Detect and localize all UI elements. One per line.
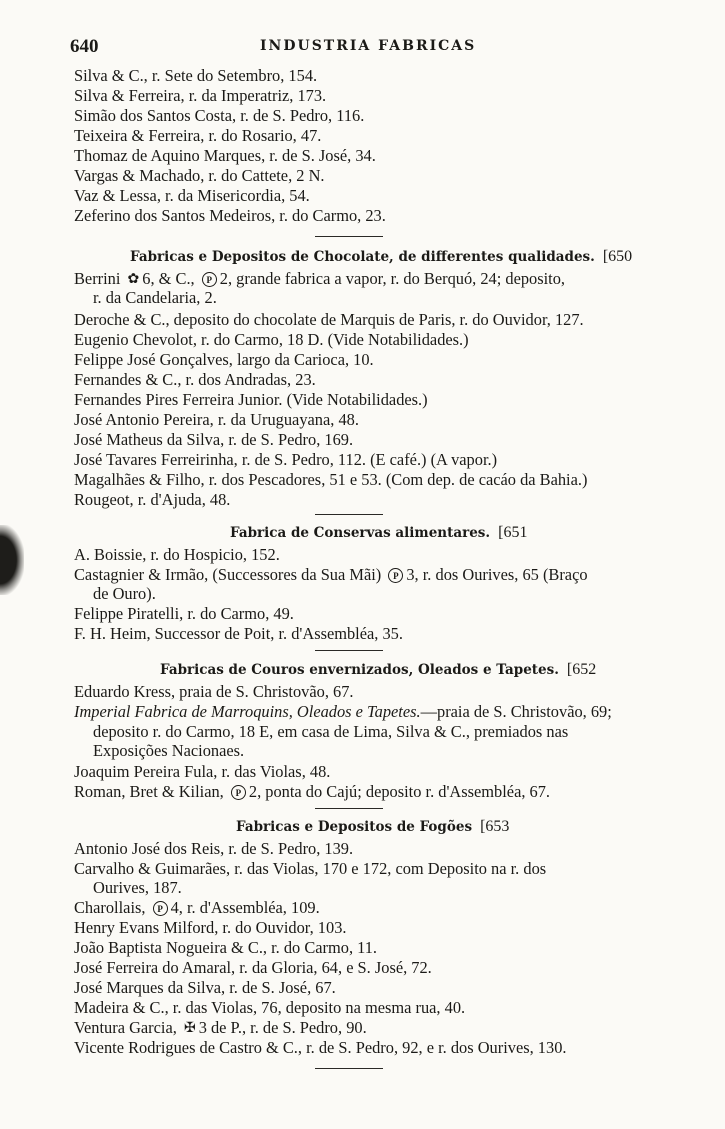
entry-name: Berrini bbox=[74, 269, 121, 288]
list-item: Teixeira & Ferreira, r. do Rosario, 47. bbox=[74, 126, 322, 145]
entry-text: 6, & C., bbox=[142, 269, 195, 288]
list-item: Felippe José Gonçalves, largo da Carioca, 10. bbox=[74, 350, 374, 369]
list-item: Magalhães & Filho, r. dos Pescadores, 51 e 53. (Com dep. de cacáo da Bahia.) bbox=[74, 470, 588, 489]
list-item: Madeira & C., r. das Violas, 76, deposito na mesma rua, 40. bbox=[74, 998, 466, 1017]
list-item-continuation: Exposições Nacionaes. bbox=[93, 741, 245, 760]
entry-text: 3, r. dos Ourives, 65 (Braço bbox=[406, 565, 588, 584]
list-item: F. H. Heim, Successor de Poit, r. d'Assembléa, 35. bbox=[74, 624, 403, 643]
list-item: Silva & Ferreira, r. da Imperatriz, 173. bbox=[74, 86, 327, 105]
list-item: Zeferino dos Santos Medeiros, r. do Carmo, 23. bbox=[74, 206, 386, 225]
entry-name: Charollais, bbox=[74, 898, 146, 917]
list-item: Deroche & C., deposito do chocolate de Marquis de Paris, r. do Ouvidor, 127. bbox=[74, 310, 584, 329]
section-heading: Fabrica de Conservas alimentares. bbox=[230, 525, 491, 541]
list-item: Eduardo Kress, praia de S. Christovão, 67. bbox=[74, 682, 354, 701]
list-item bbox=[74, 1018, 694, 1037]
page-header bbox=[70, 36, 700, 62]
list-item: Rougeot, r. d'Ajuda, 48. bbox=[74, 490, 231, 509]
page-number: 640 bbox=[70, 36, 99, 57]
list-item: Fernandes & C., r. dos Andradas, 23. bbox=[74, 370, 316, 389]
circled-p-icon: P bbox=[231, 785, 246, 800]
list-item: José Antonio Pereira, r. da Uruguayana, 48. bbox=[74, 410, 359, 429]
section-title-650 bbox=[130, 248, 690, 266]
list-item: Eugenio Chevolot, r. do Carmo, 18 D. (Vide Notabilidades.) bbox=[74, 330, 469, 349]
list-item: Simão dos Santos Costa, r. de S. Pedro, 116. bbox=[74, 106, 365, 125]
section-divider bbox=[315, 514, 383, 515]
section-title-652 bbox=[160, 661, 720, 679]
list-item: Thomaz de Aquino Marques, r. de S. José, 34. bbox=[74, 146, 376, 165]
section-number: [652 bbox=[566, 661, 597, 678]
list-item: José Tavares Ferreirinha, r. de S. Pedro, 112. (E café.) (A vapor.) bbox=[74, 450, 498, 469]
list-item: José Matheus da Silva, r. de S. Pedro, 169. bbox=[74, 430, 354, 449]
medal-icon: ✿ bbox=[127, 272, 140, 287]
entry-text: 2, grande fabrica a vapor, r. do Berquó, 24; deposito, bbox=[219, 269, 566, 288]
list-item bbox=[74, 782, 694, 801]
section-title-651 bbox=[230, 524, 725, 542]
cross-icon: ✠ bbox=[183, 1021, 196, 1036]
section-divider bbox=[315, 808, 383, 809]
section-heading: Fabricas e Depositos de Chocolate, de differentes qualidades. bbox=[130, 249, 595, 265]
running-title: INDUSTRIA FABRICAS bbox=[260, 38, 477, 54]
list-item: Fernandes Pires Ferreira Junior. (Vide Notabilidades.) bbox=[74, 390, 428, 409]
list-item: Silva & C., r. Sete do Setembro, 154. bbox=[74, 66, 318, 85]
list-item-continuation: de Ouro). bbox=[93, 584, 156, 603]
entry-italic-name: Imperial Fabrica de Marroquins, Oleados e Tapetes. bbox=[74, 702, 421, 721]
list-item: Antonio José dos Reis, r. de S. Pedro, 139. bbox=[74, 839, 354, 858]
list-item: João Baptista Nogueira & C., r. do Carmo, 11. bbox=[74, 938, 378, 957]
list-item-continuation: deposito r. do Carmo, 18 E, em casa de Lima, Silva & C., premiados nas bbox=[93, 722, 569, 741]
entry-text: Castagnier & Irmão, (Successores da Sua Mãi) bbox=[74, 565, 382, 584]
list-item: Henry Evans Milford, r. do Ouvidor, 103. bbox=[74, 918, 347, 937]
entry-text: 4, r. d'Assembléa, 109. bbox=[170, 898, 320, 917]
circled-p-icon: P bbox=[388, 568, 403, 583]
list-item: Vicente Rodrigues de Castro & C., r. de S. Pedro, 92, e r. dos Ourives, 130. bbox=[74, 1038, 567, 1057]
section-number: [650 bbox=[602, 248, 633, 265]
list-item: José Marques da Silva, r. de S. José, 67. bbox=[74, 978, 336, 997]
section-divider bbox=[315, 1068, 383, 1069]
list-item-continuation: Ourives, 187. bbox=[93, 878, 182, 897]
list-item: José Ferreira do Amaral, r. da Gloria, 64, e S. José, 72. bbox=[74, 958, 432, 977]
entry-name: Ventura Garcia, bbox=[74, 1018, 177, 1037]
section-heading: Fabricas e Depositos de Fogões bbox=[236, 819, 473, 835]
list-item bbox=[74, 565, 694, 584]
circled-p-icon: P bbox=[202, 272, 217, 287]
section-title-653 bbox=[236, 818, 725, 836]
entry-text: —praia de S. Christovão, 69; bbox=[420, 702, 612, 721]
list-item: Felippe Piratelli, r. do Carmo, 49. bbox=[74, 604, 294, 623]
list-item: Carvalho & Guimarães, r. das Violas, 170 e 172, com Deposito na r. dos bbox=[74, 859, 547, 878]
circled-p-icon: P bbox=[153, 901, 168, 916]
entry-name: Roman, Bret & Kilian, bbox=[74, 782, 224, 801]
list-item: Vaz & Lessa, r. da Misericordia, 54. bbox=[74, 186, 310, 205]
list-item bbox=[74, 702, 694, 721]
section-number: [651 bbox=[498, 524, 528, 541]
list-item: Joaquim Pereira Fula, r. das Violas, 48. bbox=[74, 762, 331, 781]
entry-text: 2, ponta do Cajú; deposito r. d'Assembléa, 67. bbox=[248, 782, 551, 801]
list-item: Vargas & Machado, r. do Cattete, 2 N. bbox=[74, 166, 325, 185]
list-item: A. Boissie, r. do Hospicio, 152. bbox=[74, 545, 280, 564]
section-heading: Fabricas de Couros envernizados, Oleados e Tapetes. bbox=[160, 662, 559, 678]
entry-text: 3 de P., r. de S. Pedro, 90. bbox=[198, 1018, 367, 1037]
section-number: [653 bbox=[480, 818, 510, 835]
section-divider bbox=[315, 236, 383, 237]
scan-edge-mark bbox=[0, 525, 24, 595]
list-item-continuation: r. da Candelaria, 2. bbox=[93, 288, 217, 307]
list-item bbox=[74, 898, 694, 917]
list-item bbox=[74, 269, 694, 288]
section-divider bbox=[315, 650, 383, 651]
